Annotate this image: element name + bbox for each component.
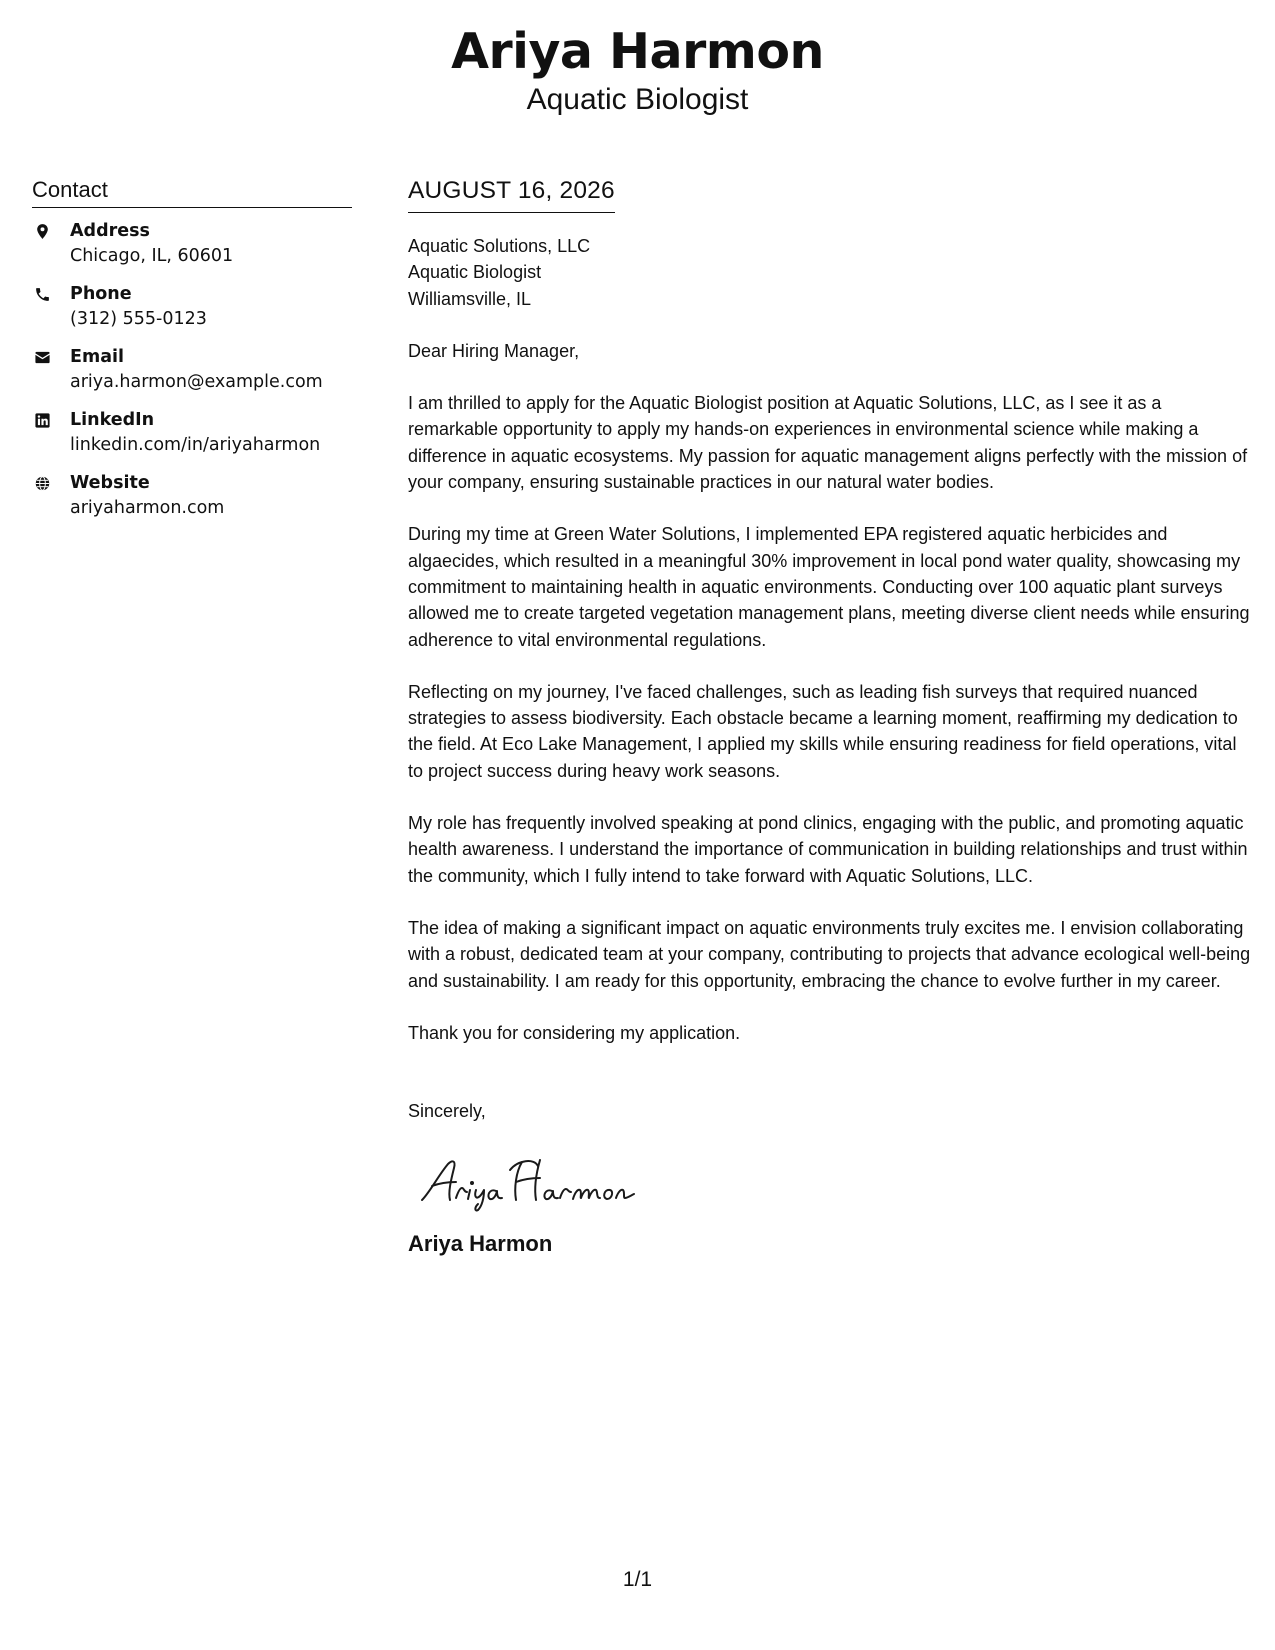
contact-label: Email <box>70 347 124 367</box>
contact-linkedin <box>32 408 352 471</box>
handwritten-signature <box>418 1152 1255 1214</box>
letter-paragraph: The idea of making a significant impact on aquatic environments truly excites me. I envision collaborating with a robust, dedicated team at your company, contributing to projects that advance ecological well-being and sustainability. I am ready for this opportunity, embracing the chance to evolve further in my career. <box>408 917 1251 991</box>
contact-list <box>32 219 352 534</box>
contact-value: linkedin.com/in/ariyaharmon <box>70 435 321 455</box>
cover-letter-body <box>408 176 1255 1258</box>
contact-label: LinkedIn <box>70 410 155 430</box>
letter-paragraph: Reflecting on my journey, I've faced challenges, such as leading fish surveys that required nuanced strategies to assess biodiversity. Each obstacle became a learning moment, reaffirming my dedication to the field. At Eco Lake Management, I applied my skills while ensuring readiness for field operations, vital to project success during heavy work seasons. <box>408 681 1238 781</box>
resume-header <box>0 22 1275 118</box>
contact-address <box>32 219 352 282</box>
salutation: Dear Hiring Manager, <box>408 340 580 361</box>
letter-paragraph: During my time at Green Water Solutions, I implemented EPA registered aquatic herbicides and algaecides, which resulted in a meaningful 30% improvement in local pond water quality, showcasing my commitment to maintaining health in aquatic environments. Conducting over 100 aquatic plant surveys allowed me to create targeted vegetation management plans, meeting diverse client needs while ensuring adherence to vital environmental regulations. <box>408 524 1250 650</box>
applicant-name: Ariya Harmon <box>451 23 824 80</box>
contact-sidebar <box>32 176 352 534</box>
contact-label: Address <box>70 221 150 241</box>
recipient-location: Williamsville, IL <box>408 288 532 309</box>
recipient-company: Aquatic Solutions, LLC <box>408 236 591 256</box>
closing: Sincerely, <box>408 1101 486 1122</box>
contact-value: ariyaharmon.com <box>70 498 225 518</box>
contact-value: Chicago, IL, 60601 <box>70 246 234 266</box>
letter-date: AUGUST 16, 2026 <box>408 176 615 213</box>
letter-paragraph: Thank you for considering my application. <box>408 1022 741 1043</box>
contact-website <box>32 471 352 534</box>
contact-phone <box>32 282 352 345</box>
signer-name: Ariya Harmon <box>408 1231 553 1257</box>
contact-heading: Contact <box>32 176 352 208</box>
phone-icon <box>32 282 70 306</box>
recipient-block <box>408 233 1255 312</box>
map-pin-icon <box>32 219 70 243</box>
globe-icon <box>32 471 70 495</box>
letter-paragraph: I am thrilled to apply for the Aquatic Biologist position at Aquatic Solutions, LLC, as I see it as a remarkable opportunity to apply my hands-on experiences in environmental science while making a difference in aquatic ecosystems. My passion for aquatic management aligns perfectly with the mission of your company, ensuring sustainable practices in our natural water bodies. <box>408 393 1248 493</box>
contact-value: (312) 555-0123 <box>70 309 207 329</box>
envelope-icon <box>32 345 70 369</box>
contact-email <box>32 345 352 408</box>
recipient-position: Aquatic Biologist <box>408 262 542 283</box>
contact-value: ariya.harmon@example.com <box>70 372 323 392</box>
contact-label: Phone <box>70 284 132 304</box>
page-number: 1/1 <box>622 1568 653 1591</box>
letter-paragraph: My role has frequently involved speaking at pond clinics, engaging with the public, and promoting aquatic health awareness. I understand the importance of communication in building relationships and trust within the community, which I fully intend to take forward with Aquatic Solutions, LLC. <box>408 813 1248 886</box>
contact-label: Website <box>70 473 150 493</box>
applicant-title: Aquatic Biologist <box>526 83 749 116</box>
linkedin-icon <box>32 408 70 432</box>
